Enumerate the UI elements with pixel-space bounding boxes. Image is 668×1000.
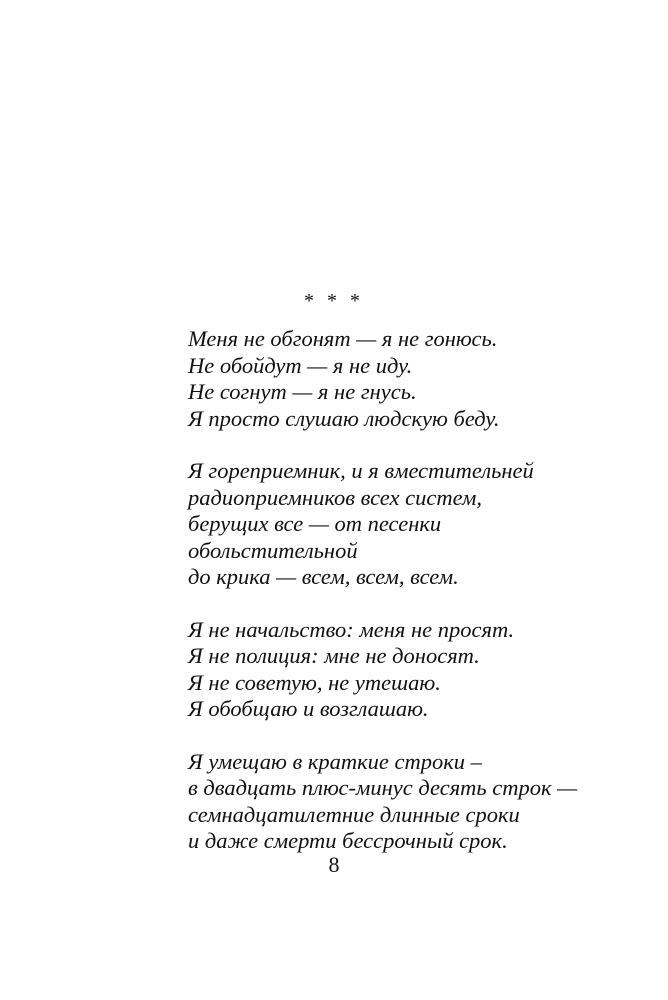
poem-line: Меня не обгонят — я не гонюсь. bbox=[188, 326, 498, 351]
poem-line: Не обойдут — я не иду. bbox=[188, 352, 413, 378]
poem-line: в двадцать плюс-минус десять строк — bbox=[188, 775, 578, 800]
stanza-2 bbox=[188, 458, 628, 591]
poem-line: Я не полиция: мне не доносят. bbox=[188, 643, 480, 668]
poem-line: Я просто слушаю людскую беду. bbox=[188, 405, 500, 431]
poem-line: берущих все — от песенки bbox=[188, 511, 442, 536]
poem-line: Я гореприемник, и я вместительней bbox=[188, 458, 534, 483]
poem-line: обольстительной bbox=[188, 537, 358, 563]
section-separator: * * * bbox=[304, 290, 364, 312]
page-number: 8 bbox=[328, 852, 340, 877]
poem-line: семнадцатилетние длинные сроки bbox=[188, 801, 520, 827]
poem-line: Я обобщаю и возглашаю. bbox=[188, 696, 429, 721]
poem-line: до крика — всем, всем, всем. bbox=[188, 564, 459, 589]
stanza-3 bbox=[188, 617, 628, 723]
poem-line: Не согнут — я не гнусь. bbox=[188, 379, 417, 404]
stanza-1 bbox=[188, 326, 628, 432]
poem-line: Я умещаю в краткие строки – bbox=[188, 748, 482, 774]
poem-line: и даже смерти бессрочный срок. bbox=[188, 828, 508, 853]
poem bbox=[188, 326, 628, 881]
poem-line: радиоприемников всех систем, bbox=[188, 484, 482, 510]
poem-line: Я не начальство: меня не просят. bbox=[188, 616, 515, 642]
stanza-4 bbox=[188, 749, 628, 855]
poem-line: Я не советую, не утешаю. bbox=[188, 669, 441, 695]
